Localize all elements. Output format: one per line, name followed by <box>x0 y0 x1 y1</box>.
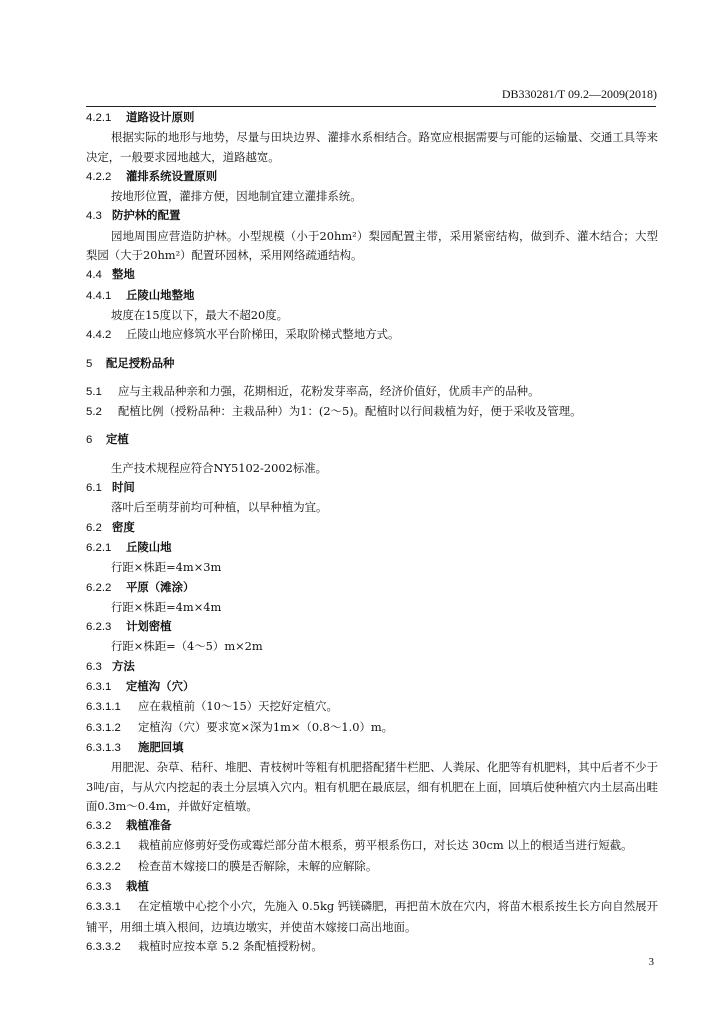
clause-4-4-2: 4.4.2 丘陵山地应修筑水平台阶梯田，采取阶梯式整地方式。 <box>86 327 400 342</box>
paragraph-4-3: 园地周围应营造防护林。小型规模（小于20hm²）梨园配置主带，采用紧密结构，做到乔、灌木结合；大型梨园（大于20hm²）配置环园林，采用网络疏通结构。 <box>86 228 658 263</box>
heading-6: 6 定植 <box>86 432 129 447</box>
paragraph-6-2-3: 行距×株距=（4～5）m×2m <box>111 639 263 654</box>
heading-6-2: 6.2 密度 <box>86 519 135 534</box>
paragraph-4-4-1: 坡度在15度以下，最大不超20度。 <box>111 307 289 322</box>
paragraph-4-2-2: 按地形位置，灌排方便，因地制宜建立灌排系统。 <box>111 189 362 204</box>
heading-6-2-1: 6.2.1 丘陵山地 <box>86 539 172 554</box>
clause-6-3-2-2: 6.3.2.2 检查苗木嫁接口的膜是否解除，未解的应解除。 <box>86 858 378 873</box>
clause-6-3-1-1: 6.3.1.1 应在栽植前（10～15）天挖好定植穴。 <box>86 699 338 714</box>
heading-6-2-3: 6.2.3 计划密植 <box>86 619 172 634</box>
heading-4-2-2: 4.2.2 灌排系统设置原则 <box>86 168 218 183</box>
heading-6-2-2: 6.2.2 平原（滩涂） <box>86 579 195 594</box>
page-number: 3 <box>648 956 654 968</box>
clause-6-3-3-1: 6.3.3.1 在定植墩中心挖个小穴，先施入 0.5kg 钙镁磷肥，再把苗木放在穴内，将苗木根系按生长方向自然展开铺平，用细土填入根间，边填边墩实，并使苗木嫁接口高出地面。 <box>86 899 658 934</box>
heading-4-3: 4.3 防护林的配置 <box>86 208 181 223</box>
paragraph-6-2-2: 行距×株距=4m×4m <box>111 599 222 614</box>
heading-5: 5 配足授粉品种 <box>86 355 175 370</box>
document-code: DB330281/T 09.2—2009(2018) <box>501 87 657 101</box>
paragraph-6: 生产技术规程应符合NY5102-2002标准。 <box>111 460 327 475</box>
heading-4-2-1: 4.2.1 道路设计原则 <box>86 110 195 124</box>
heading-6-3-1: 6.3.1 定植沟（穴） <box>86 679 195 694</box>
paragraph-6-1: 落叶后至萌芽前均可种植，以早种植为宜。 <box>111 500 328 515</box>
heading-6-3-1-3: 6.3.1.3 施肥回填 <box>86 739 184 754</box>
paragraph-6-3-1-3: 用肥泥、杂草、秸秆、堆肥、青枝树叶等粗有机肥搭配猪牛栏肥、人粪尿、化肥等有机肥料，其中后者不少于3吨/亩，与从穴内挖起的表土分层填入穴内。粗有机肥在最底层，细有机肥在上面，回填后使种植穴内土层高出畦面0.3m～0.4m，并做好定植墩。 <box>86 760 658 813</box>
paragraph-4-2-1: 根据实际的地形与地势，尽量与田块边界、灌排水系相结合。路宽应根据需要与可能的运输量、交通工具等来决定，一般要求园地越大，道路越宽。 <box>86 130 658 164</box>
heading-6-3: 6.3 方法 <box>86 658 135 673</box>
clause-5-1: 5.1 应与主栽品种亲和力强，花期相近，花粉发芽率高，经济价值好，优质丰产的品种。 <box>86 383 540 398</box>
clause-6-3-2-1: 6.3.2.1 栽植前应修剪好受伤或霉烂部分苗木根系，剪平根系伤口，对长达 30cm 以上的根适当进行短截。 <box>86 838 633 853</box>
heading-6-3-3: 6.3.3 栽植 <box>86 878 149 893</box>
clause-6-3-3-2: 6.3.3.2 栽植时应按本章 5.2 条配植授粉树。 <box>86 938 323 953</box>
heading-6-1: 6.1 时间 <box>86 480 135 495</box>
header-rule <box>86 106 656 107</box>
clause-6-3-1-2: 6.3.1.2 定植沟（穴）要求宽×深为1m×（0.8～1.0）m。 <box>86 719 394 734</box>
paragraph-6-2-1: 行距×株距=4m×3m <box>111 560 222 575</box>
heading-4-4-1: 4.4.1 丘陵山地整地 <box>86 287 195 302</box>
document-body <box>86 108 658 957</box>
heading-6-3-2: 6.3.2 栽植准备 <box>86 818 172 833</box>
heading-4-4: 4.4 整地 <box>86 267 135 282</box>
clause-5-2: 5.2 配植比例（授粉品种：主栽品种）为1：(2～5)。配植时以行间栽植为好，便于采收及管理。 <box>86 404 582 419</box>
